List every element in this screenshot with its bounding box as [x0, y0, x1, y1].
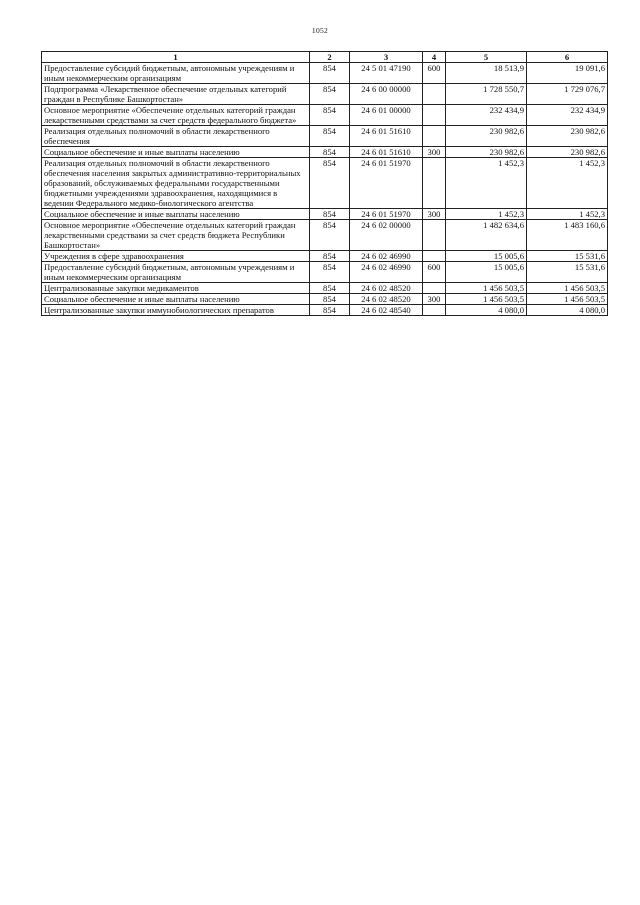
amount-year1-cell: 1 456 503,5 — [446, 283, 527, 294]
target-article-cell: 24 6 02 48540 — [350, 305, 423, 316]
ministry-code-cell: 854 — [310, 262, 350, 283]
expense-type-cell — [423, 105, 446, 126]
table-row — [42, 126, 608, 147]
table-row — [42, 105, 608, 126]
row-name-cell: Подпрограмма «Лекарственное обеспечение отдельных категорий граждан в Республике Башкортостан» — [42, 84, 310, 105]
table-row — [42, 294, 608, 305]
amount-year1-cell: 15 005,6 — [446, 251, 527, 262]
ministry-code-cell: 854 — [310, 251, 350, 262]
row-name-cell: Реализация отдельных полномочий в области лекарственного обеспечения — [42, 126, 310, 147]
expense-type-cell — [423, 84, 446, 105]
target-article-cell: 24 6 02 46990 — [350, 251, 423, 262]
expense-type-cell — [423, 126, 446, 147]
amount-year1-cell: 232 434,9 — [446, 105, 527, 126]
amount-year1-cell: 230 982,6 — [446, 126, 527, 147]
target-article-cell: 24 6 01 00000 — [350, 105, 423, 126]
target-article-cell: 24 6 01 51610 — [350, 126, 423, 147]
amount-year2-cell: 1 483 160,6 — [527, 220, 608, 251]
row-name-cell: Основное мероприятие «Обеспечение отдельных категорий граждан лекарственными средствами за счет средств федерального бюджета» — [42, 105, 310, 126]
table-row — [42, 305, 608, 316]
table-row — [42, 147, 608, 158]
amount-year2-cell: 230 982,6 — [527, 147, 608, 158]
table-row — [42, 158, 608, 209]
row-name-cell: Социальное обеспечение и иные выплаты населению — [42, 294, 310, 305]
expense-type-cell: 600 — [423, 63, 446, 84]
row-name-cell: Социальное обеспечение и иные выплаты населению — [42, 147, 310, 158]
row-name-cell: Предоставление субсидий бюджетным, автономным учреждениям и иным некоммерческим организациям — [42, 262, 310, 283]
ministry-code-cell: 854 — [310, 283, 350, 294]
expense-type-cell — [423, 220, 446, 251]
table-row — [42, 220, 608, 251]
expense-type-cell: 600 — [423, 262, 446, 283]
target-article-cell: 24 6 02 46990 — [350, 262, 423, 283]
amount-year2-cell: 4 080,0 — [527, 305, 608, 316]
ministry-code-cell: 854 — [310, 84, 350, 105]
amount-year2-cell: 230 982,6 — [527, 126, 608, 147]
amount-year1-cell: 1 728 550,7 — [446, 84, 527, 105]
ministry-code-cell: 854 — [310, 147, 350, 158]
amount-year2-cell: 15 531,6 — [527, 251, 608, 262]
amount-year2-cell: 19 091,6 — [527, 63, 608, 84]
ministry-code-cell: 854 — [310, 209, 350, 220]
amount-year1-cell: 15 005,6 — [446, 262, 527, 283]
ministry-code-cell: 854 — [310, 158, 350, 209]
table-row — [42, 84, 608, 105]
amount-year1-cell: 1 456 503,5 — [446, 294, 527, 305]
ministry-code-cell: 854 — [310, 126, 350, 147]
amount-year1-cell: 4 080,0 — [446, 305, 527, 316]
target-article-cell: 24 6 00 00000 — [350, 84, 423, 105]
row-name-cell: Социальное обеспечение и иные выплаты населению — [42, 209, 310, 220]
target-article-cell: 24 6 01 51970 — [350, 209, 423, 220]
amount-year1-cell: 1 482 634,6 — [446, 220, 527, 251]
expense-type-cell: 300 — [423, 294, 446, 305]
header-cell: 6 — [527, 52, 608, 63]
amount-year1-cell: 1 452,3 — [446, 158, 527, 209]
amount-year1-cell: 1 452,3 — [446, 209, 527, 220]
table-row — [42, 63, 608, 84]
expense-type-cell — [423, 305, 446, 316]
target-article-cell: 24 6 02 48520 — [350, 283, 423, 294]
table-row — [42, 251, 608, 262]
target-article-cell: 24 6 01 51970 — [350, 158, 423, 209]
row-name-cell: Реализация отдельных полномочий в области лекарственного обеспечения населения закрытых административно-территориальных образований, обслуживаемых федеральными государственными бюджетными учреждениями здравоохранения, находящимися в ведении Федерального медико-биологического агентства — [42, 158, 310, 209]
amount-year1-cell: 230 982,6 — [446, 147, 527, 158]
target-article-cell: 24 6 02 48520 — [350, 294, 423, 305]
amount-year2-cell: 1 452,3 — [527, 209, 608, 220]
amount-year2-cell: 15 531,6 — [527, 262, 608, 283]
ministry-code-cell: 854 — [310, 63, 350, 84]
amount-year2-cell: 232 434,9 — [527, 105, 608, 126]
amount-year2-cell: 1 729 076,7 — [527, 84, 608, 105]
expense-type-cell: 300 — [423, 209, 446, 220]
ministry-code-cell: 854 — [310, 305, 350, 316]
budget-table — [41, 51, 608, 316]
row-name-cell: Централизованные закупки медикаментов — [42, 283, 310, 294]
row-name-cell: Централизованные закупки иммунобиологических препаратов — [42, 305, 310, 316]
row-name-cell: Основное мероприятие «Обеспечение отдельных категорий граждан лекарственными средствами за счет средств бюджета Республики Башкортостан» — [42, 220, 310, 251]
header-row — [42, 52, 608, 63]
table-row — [42, 283, 608, 294]
amount-year2-cell: 1 452,3 — [527, 158, 608, 209]
row-name-cell: Учреждения в сфере здравоохранения — [42, 251, 310, 262]
header-cell: 4 — [423, 52, 446, 63]
target-article-cell: 24 6 01 51610 — [350, 147, 423, 158]
header-cell: 1 — [42, 52, 310, 63]
target-article-cell: 24 5 01 47190 — [350, 63, 423, 84]
ministry-code-cell: 854 — [310, 105, 350, 126]
expense-type-cell — [423, 283, 446, 294]
header-cell: 3 — [350, 52, 423, 63]
row-name-cell: Предоставление субсидий бюджетным, автономным учреждениям и иным некоммерческим организациям — [42, 63, 310, 84]
amount-year2-cell: 1 456 503,5 — [527, 283, 608, 294]
ministry-code-cell: 854 — [310, 294, 350, 305]
expense-type-cell: 300 — [423, 147, 446, 158]
amount-year1-cell: 18 513,9 — [446, 63, 527, 84]
amount-year2-cell: 1 456 503,5 — [527, 294, 608, 305]
header-cell: 5 — [446, 52, 527, 63]
expense-type-cell — [423, 158, 446, 209]
table-row — [42, 209, 608, 220]
table-row — [42, 262, 608, 283]
target-article-cell: 24 6 02 00000 — [350, 220, 423, 251]
expense-type-cell — [423, 251, 446, 262]
page-number: 1052 — [311, 26, 329, 35]
ministry-code-cell: 854 — [310, 220, 350, 251]
header-cell: 2 — [310, 52, 350, 63]
